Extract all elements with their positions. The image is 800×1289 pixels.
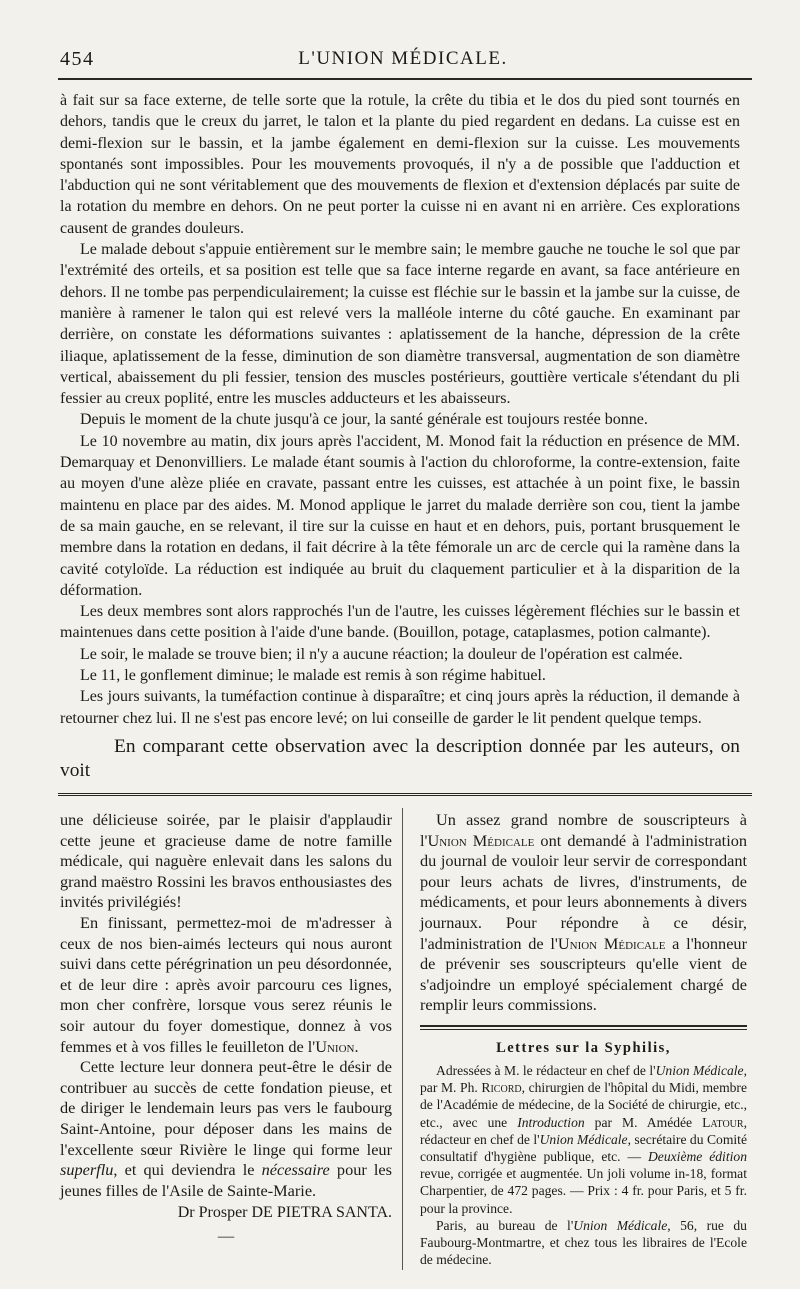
book-paragraph: Paris, au bureau de l'Union Médicale, 56, rue du Faubourg-Montmartre, et chez tous les libraires de l'Ecole de médecine.: [420, 1217, 747, 1268]
book-paragraph: Adressées à M. le rédacteur en chef de l'Union Médicale, par M. Ph. Ricord, chirurgien de l'hôpital du Midi, membre de l'Académie de médecine, de la Société de chirurgie, etc., etc., avec une Introduction par M. Amédée Latour, rédacteur en chef de l'Union Médicale, secrétaire du Comité consultatif d'hygiène publique, etc. — Deuxième édition revue, corrigée et augmentée. Un joli volume in-18, format Charpentier, de 472 pages. — Prix : 4 fr. pour Paris, et 5 fr. pour la province.: [420, 1062, 747, 1216]
notice-paragraph: Un assez grand nombre de souscripteurs à l'Union Médicale ont demandé à l'administration du journal de vouloir leur servir de correspondant pour leurs achats de livres, d'instruments, de médicaments, et pour leurs abonnements à divers journaux. Pour répondre à ce désir, l'administration de l'Union Médicale a l'honneur de prévenir ses souscripteurs qu'elle vient de s'adjoindre un employé spécialement chargé de remplir leurs commissions.: [420, 810, 747, 1015]
feuilleton-paragraph: En finissant, permettez-moi de m'adresser à ceux de nos bien-aimés lecteurs qui nous auront suivi dans cette pérégrination un peu désordonnée, et de leur dire : après avoir parcouru ces lignes, mon cher confrère, lorsque vous serez réunis le soir autour du foyer domestique, donnez à vos femmes et à vos filles le feuilleton de l'Union.: [60, 912, 392, 1056]
feuilleton-paragraph: une délicieuse soirée, par le plaisir d'applaudir cette jeune et gracieuse dame de notre famille médicale, qui naguère enlevait dans les salons du grand maëstro Rossini les bravos enthousiastes des invités privilégiés!: [60, 810, 392, 912]
feuilleton-column: [60, 810, 392, 1246]
main-article: [60, 90, 740, 783]
end-dash: —: [217, 1225, 235, 1245]
article-paragraph: Les deux membres sont alors rapprochés l'un de l'autre, les cuisses légèrement fléchies sur le bassin et maintenues dans cette position à l'aide d'une bande. (Bouillon, potage, cataplasmes, potion calmante).: [60, 603, 740, 642]
page-header: [58, 44, 748, 74]
header-rule: [58, 78, 752, 80]
article-paragraph: Le malade debout s'appuie entièrement sur le membre sain; le membre gauche ne touche le sol que par l'extrémité des orteils, et sa position est telle que sa face interne regarde en avant, sa face antérieure en dehors. Il ne tombe pas perpendiculairement; la cuisse est fléchie sur le bassin et la jambe sur la cuisse, de manière à ramener le talon qui est relevé vers la malléole interne du côté gauche. En examinant par derrière, on constate les déformations suivantes : aplatissement de la hanche, dépression de la crête iliaque, aplatissement de la fesse, diminution de son diamètre transversal, augmentation de son diamètre vertical, abaissement du pli fessier, tension des muscles postérieurs, gouttière verticale s'étendant du pli fessier au creux poplité, entre les muscles adducteurs et les abaisseurs.: [60, 241, 740, 408]
book-notice: [420, 1062, 747, 1268]
notice-separator: [420, 1025, 747, 1030]
article-paragraph: Depuis le moment de la chute jusqu'à ce jour, la santé générale est toujours restée bonne.: [80, 411, 648, 429]
notices-column: [420, 810, 747, 1268]
feuilleton-paragraph: Cette lecture leur donnera peut-être le désir de contribuer au succès de cette fondation pieuse, et de diriger le lendemain leurs pas vers le faubourg Saint-Antoine, pour déposer dans les mains de l'excellente sœur Rivière le linge qui forme leur superflu, et qui deviendra le nécessaire pour les jeunes filles de l'Asile de Sainte-Marie.: [60, 1057, 392, 1200]
article-paragraph-continued: En comparant cette observation avec la description donnée par les auteurs, on voit: [60, 735, 740, 781]
article-paragraph: Le 10 novembre au matin, dix jours après l'accident, M. Monod fait la réduction en présence de MM. Demarquay et Denonvilliers. Le malade étant soumis à l'action du chloroforme, la contre-extension, faite au moyen d'une alèze pliée en cravate, passant entre les cuisses, est attachée à un point fixe, le bassin maintenu en place par des aides. M. Monod applique le jarret du malade derrière son cou, tient la jambe de sa main gauche, en se relevant, il tire sur la cuisse en haut et en dehors, puis, portant brusquement le membre dans la rotation en dedans, il fait décrire à la tête fémorale un arc de cercle qui la ramène dans la cavité cotyloïde. La réduction est indiquée au bruit du claquement particulier et à la disparition de la déformation.: [60, 432, 740, 599]
author-signature: Dr Prosper DE PIETRA SANTA.: [177, 1204, 392, 1222]
column-divider: [402, 808, 403, 1270]
article-paragraph: Les jours suivants, la tuméfaction continue à disparaître; et cinq jours après la réduction, il demande à retourner chez lui. Il ne s'est pas encore levé; on lui conseille de garder le lit pendent quelque temps.: [60, 688, 740, 727]
article-paragraph: Le 11, le gonflement diminue; le malade est remis à son régime habituel.: [80, 667, 546, 685]
article-paragraph: Le soir, le malade se trouve bien; il n'y a aucune réaction; la douleur de l'opération est calmée.: [80, 645, 683, 663]
book-title: Lettres sur la Syphilis,: [496, 1039, 671, 1056]
page-number: 454: [60, 48, 95, 70]
article-paragraph: à fait sur sa face externe, de telle sorte que la rotule, la crête du tibia et le dos du pied sont tournés en dehors, tandis que le creux du jarret, le talon et la plante du pied regardent en dedans. La cuisse est en demi-flexion sur le bassin, et la jambe également en demi-flexion sur la cuisse. Les mouvements spontanés sont impossibles. Pour les mouvements provoqués, il n'y a de possible que l'adduction et l'abduction qui ne sont véritablement que des mouvements de flexion et d'extension déplacés par suite de la rotation du membre en dehors. On ne peut porter la cuisse ni en avant ni en arrière. Ces explorations causent de grandes douleurs.: [60, 92, 740, 237]
journal-title: L'UNION MÉDICALE.: [298, 48, 508, 69]
feuilleton-separator: [58, 793, 752, 799]
